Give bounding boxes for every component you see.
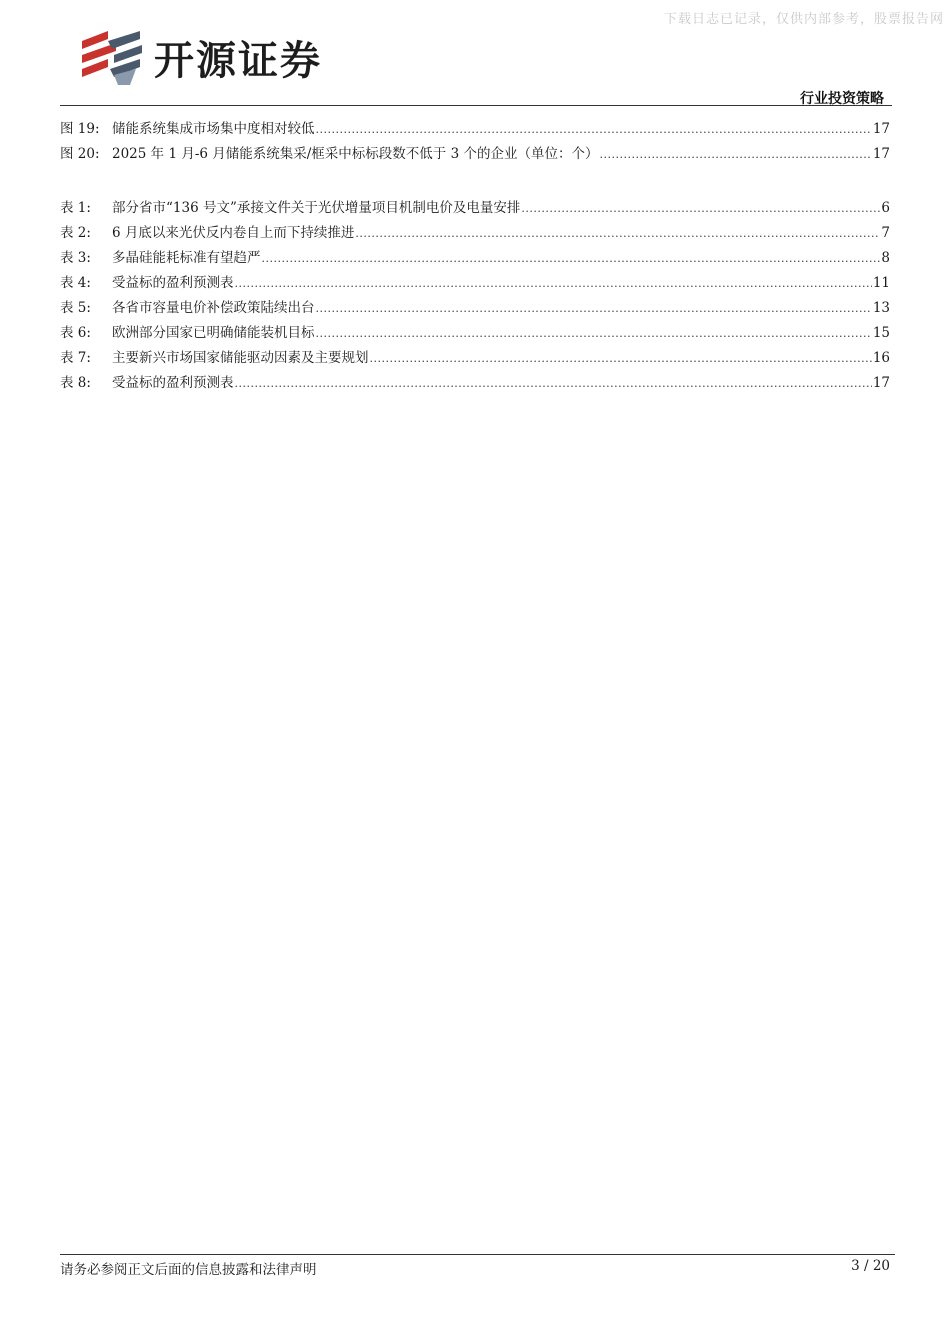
tables-toc [60,196,890,396]
toc-dot-leader [521,196,880,221]
toc-entry-page: 17 [872,146,890,162]
logo-text: 开源证券 [154,37,322,84]
toc-entry-prefix: 表 8: [60,375,91,391]
toc-dot-leader [316,321,872,346]
toc-entry-table-5[interactable] [60,296,890,321]
toc-entry-prefix: 表 2: [60,225,91,241]
toc-entry-table-4[interactable] [60,271,890,296]
toc-entry-title: 主要新兴市场国家储能驱动因素及主要规划 [112,350,369,366]
toc-entry-title: 储能系统集成市场集中度相对较低 [112,121,315,137]
toc-entry-prefix: 图 19: [60,121,100,137]
toc-dot-leader [235,271,872,296]
footer-disclaimer: 请务必参阅正文后面的信息披露和法律声明 [60,1262,317,1278]
toc-entry-table-8[interactable] [60,371,890,396]
figures-toc [60,117,890,167]
toc-entry-prefix: 表 4: [60,275,91,291]
toc-entry-prefix: 表 6: [60,325,91,341]
toc-entry-table-3[interactable] [60,246,890,271]
toc-entry-page: 6 [881,200,890,216]
toc-entry-title: 受益标的盈利预测表 [112,375,234,391]
toc-dot-leader [316,296,872,321]
toc-dot-leader [370,346,872,371]
toc-entry-page: 17 [872,121,890,137]
footer-divider [60,1254,895,1255]
toc-entry-page: 13 [872,300,890,316]
toc-dot-leader [355,221,880,246]
toc-entry-page: 16 [872,350,890,366]
toc-entry-prefix: 图 20: [60,146,100,162]
toc-dot-leader [316,117,872,142]
toc-entry-title: 多晶硅能耗标准有望趋严 [112,250,261,266]
toc-entry-table-6[interactable] [60,321,890,346]
toc-entry-title: 2025 年 1 月-6 月储能系统集采/框采中标标段数不低于 3 个的企业（单位：个） [112,146,599,162]
toc-entry-title: 各省市容量电价补偿政策陆续出台 [112,300,315,316]
watermark-text: 下载日志已记录，仅供内部参考，股票报告网 [663,12,944,27]
toc-entry-title: 6 月底以来光伏反内卷自上而下持续推进 [112,225,355,241]
toc-entry-page: 15 [872,325,890,341]
report-type-label: 行业投资策略 [800,91,884,107]
toc-entry-figure-20[interactable] [60,142,890,167]
toc-entry-prefix: 表 3: [60,250,91,266]
header-divider [60,105,892,106]
toc-entry-figure-19[interactable] [60,117,890,142]
toc-entry-page: 11 [872,275,890,291]
logo-mark-icon [78,29,146,85]
page-number: 3 / 20 [851,1258,890,1274]
toc-entry-title: 受益标的盈利预测表 [112,275,234,291]
toc-entry-title: 部分省市“136 号文”承接文件关于光伏增量项目机制电价及电量安排 [112,200,521,216]
toc-entry-page: 8 [881,250,890,266]
toc-entry-title: 欧洲部分国家已明确储能装机目标 [112,325,315,341]
toc-entry-table-1[interactable] [60,196,890,221]
toc-dot-leader [235,371,872,396]
toc-entry-table-2[interactable] [60,221,890,246]
toc-entry-table-7[interactable] [60,346,890,371]
toc-entry-prefix: 表 7: [60,350,91,366]
company-logo [78,28,322,86]
toc-dot-leader [262,246,881,271]
toc-entry-page: 7 [881,225,890,241]
toc-entry-prefix: 表 5: [60,300,91,316]
toc-entry-page: 17 [872,375,890,391]
toc-entry-prefix: 表 1: [60,200,91,216]
toc-dot-leader [599,142,871,167]
